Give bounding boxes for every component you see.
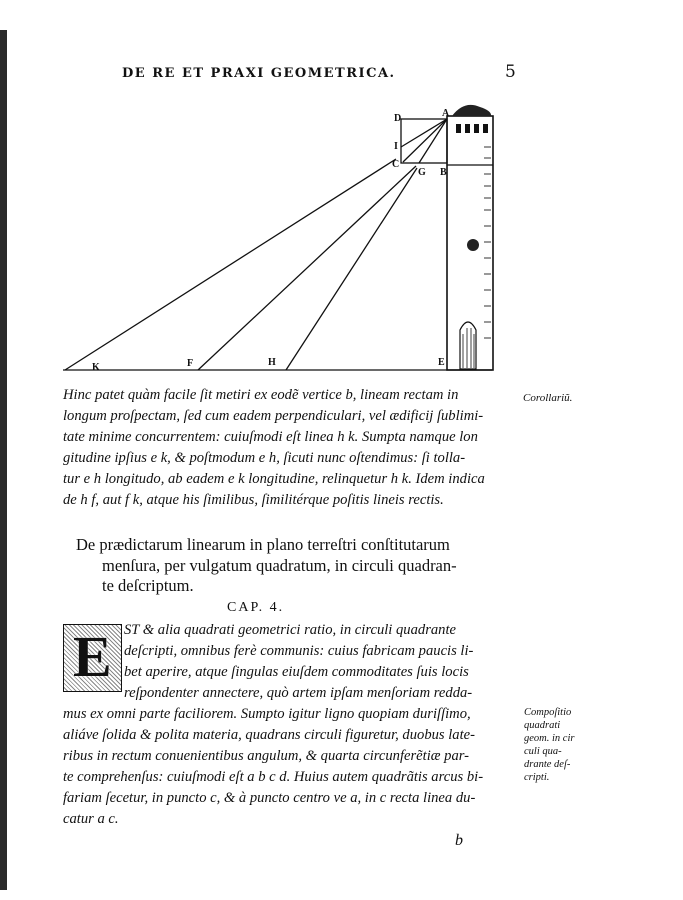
chapter-label: CAP. 4. <box>227 600 285 615</box>
paragraph-2-line-9: fariam ſecetur, in puncto c, & à puncto centro ve a, in c recta linea du- <box>63 790 476 806</box>
paragraph-1-line-3: tate minime concurrentem: cuiuſmodi eſt linea h k. Sumpta namque lon <box>63 429 478 445</box>
chapter-title-line-2: menſura, per vulgatum quadratum, in circuli quadran- <box>102 555 457 575</box>
page-binding-edge <box>0 30 7 890</box>
margin-note-line: Compoſitio <box>524 707 572 718</box>
running-title: DE RE ET PRAXI GEOMETRICA. <box>122 66 396 81</box>
paragraph-1-line-5: tur e h longitudo, ab eadem e k longitudine, relinquetur h k. Idem indica <box>63 471 485 487</box>
label-C: C <box>392 159 400 170</box>
paragraph-2-line-6: aliáve ſolida & polita materia, quadrans circuli figuretur, duobus late- <box>63 727 475 743</box>
label-F: F <box>187 358 194 369</box>
paragraph-1-line-6: de h f, aut f k, atque his ſimilibus, ſimilitérque poſitis lineis rectis. <box>63 492 444 508</box>
chapter-title-line-1: De prædictarum linearum in plano terreſtri conſtitutarum <box>76 535 450 554</box>
tower-cap <box>452 105 491 116</box>
paragraph-2-line-1: ST & alia quadrati geometrici ratio, in circuli quadrante <box>124 622 457 638</box>
chapter-title-line-3: te deſcriptum. <box>102 576 194 595</box>
paragraph-2-line-7: ribus in rectum conuenientibus angulum, & quarta circunferẽtiæ par- <box>63 748 469 764</box>
drop-cap: E <box>63 624 122 692</box>
sight-line-f <box>198 166 416 370</box>
signature-mark: b <box>455 832 463 849</box>
paragraph-1-line-2: longum proſpectam, ſed cum eadem perpendiculari, vel ædificij ſublimi- <box>63 408 484 424</box>
label-D: D <box>394 113 402 124</box>
margin-note-line: culi qua- <box>524 746 562 757</box>
label-K: K <box>92 362 100 372</box>
paragraph-1-line-4: gitudine ipſius e k, & poſtmodum e h, ſicuti nunc oſtendimus: ſi tolla- <box>63 450 466 466</box>
margin-note-line: drante deſ- <box>524 759 571 770</box>
label-I: I <box>394 141 398 152</box>
paragraph-2-line-8: te comprehenſus: cuiuſmodi eſt a b c d. Huius autem quadrãtis arcus bi- <box>63 769 484 785</box>
label-G: G <box>418 167 426 178</box>
paragraph-2-line-10: catur a c. <box>63 811 119 827</box>
geometric-figure <box>60 102 500 372</box>
label-B: B <box>440 167 447 178</box>
label-E: E <box>438 357 445 368</box>
chapter-title <box>76 535 457 597</box>
margin-note-line: cripti. <box>524 772 550 783</box>
margin-note-line: geom. in cir <box>524 733 575 744</box>
paragraph-1-line-1: Hinc patet quàm facile ſit metiri ex eodẽ vertice b, lineam rectam in <box>63 387 459 403</box>
sight-line-k <box>65 159 396 370</box>
label-H: H <box>268 357 276 368</box>
margin-note-line: quadrati <box>524 720 561 731</box>
paragraph-2-line-4: reſpondenter annectere, quò artem ipſam menſoriam redda- <box>124 685 473 701</box>
page-number: 5 <box>505 62 516 82</box>
tower-window <box>467 239 479 251</box>
paragraph-2-line-2: deſcripti, omnibus ferè communis: cuius fabricam paucis li- <box>124 643 474 659</box>
paragraph-2-line-3: bet aperire, atque ſingulas eiuſdem commoditates ſuis locis <box>124 664 469 680</box>
label-A: A <box>442 108 450 119</box>
margin-note-corollary: Corollariũ. <box>523 392 573 404</box>
paragraph-2-line-5: mus ex omni parte faciliorem. Sumpto igitur ligno quopiam duriſſimo, <box>63 706 471 722</box>
